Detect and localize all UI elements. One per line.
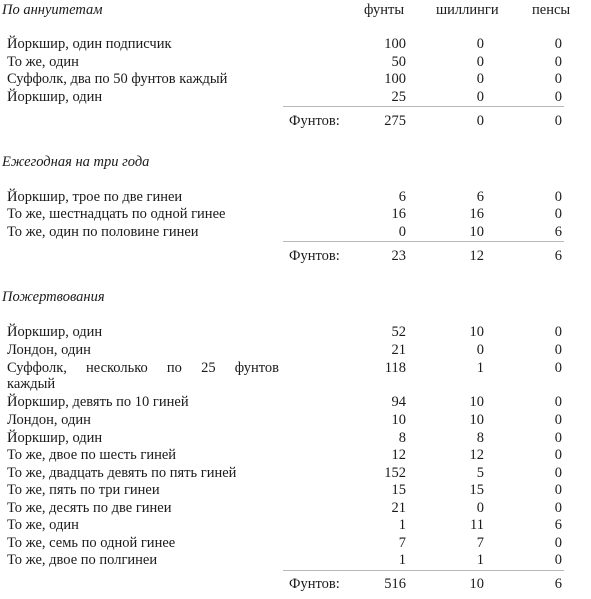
total-pence: 0: [554, 113, 562, 129]
row-pounds: 8: [398, 430, 406, 446]
row-pence: 0: [554, 552, 562, 568]
table-row: [0, 517, 591, 534]
row-shillings: 0: [476, 71, 484, 87]
section-title-donations: Пожертвования: [2, 289, 105, 305]
row-pence: 0: [554, 342, 562, 358]
row-label: То же, десять по две гинеи: [7, 500, 172, 516]
row-shillings: 0: [476, 54, 484, 70]
row-pence: 0: [554, 465, 562, 481]
row-shillings: 0: [476, 89, 484, 105]
row-label: То же, двое по шесть гиней: [7, 447, 177, 463]
row-shillings: 10: [469, 324, 484, 340]
row-shillings: 7: [476, 535, 484, 551]
row-shillings: 0: [476, 36, 484, 52]
table-row: [0, 206, 591, 223]
row-pounds: 25: [391, 89, 406, 105]
row-label: То же, один: [7, 517, 79, 533]
section-title-annual: Ежегодная на три года: [2, 154, 150, 170]
row-pence: 6: [554, 224, 562, 240]
row-pence: 0: [554, 54, 562, 70]
row-label: Суффолк, два по 50 фунтов каждый: [7, 71, 228, 87]
total-label: Фунтов:: [289, 248, 340, 264]
row-pence: 0: [554, 71, 562, 87]
row-pence: 0: [554, 360, 562, 376]
row-label-line1: Суффолк, несколько по 25 фунтов: [7, 360, 279, 376]
row-label: Лондон, один: [7, 342, 91, 358]
table-row: [0, 71, 591, 88]
table-row: [0, 552, 591, 569]
row-label: То же, шестнадцать по одной гинее: [7, 206, 226, 222]
table-row: [0, 360, 591, 394]
row-shillings: 1: [476, 552, 484, 568]
row-label: То же, семь по одной гинее: [7, 535, 176, 551]
row-pence: 0: [554, 447, 562, 463]
total-row: [0, 113, 591, 130]
table-row: [0, 342, 591, 359]
row-label: То же, пять по три гинеи: [7, 482, 160, 498]
row-pounds: 16: [391, 206, 406, 222]
table-row: [0, 447, 591, 464]
total-divider: [283, 241, 564, 242]
row-label: То же, двадцать девять по пять гиней: [7, 465, 237, 481]
row-label: Йоркшир, трое по две гинеи: [7, 189, 183, 205]
row-shillings: 0: [476, 500, 484, 516]
total-pounds: 516: [384, 576, 406, 592]
row-pence: 0: [554, 412, 562, 428]
row-shillings: 10: [469, 412, 484, 428]
table-row: [0, 430, 591, 447]
total-row: [0, 576, 591, 593]
row-label: Йоркшир, один: [7, 430, 103, 446]
row-pence: 0: [554, 430, 562, 446]
total-divider: [283, 106, 564, 107]
row-pence: 0: [554, 482, 562, 498]
row-pounds: 94: [391, 394, 406, 410]
total-shillings: 10: [469, 576, 484, 592]
row-label-line2: каждый: [7, 376, 56, 392]
total-pence: 6: [554, 576, 562, 592]
row-pence: 0: [554, 500, 562, 516]
row-pence: 0: [554, 89, 562, 105]
row-shillings: 10: [469, 394, 484, 410]
column-header-pounds: фунты: [364, 2, 405, 18]
row-pounds: 21: [391, 342, 406, 358]
row-shillings: 5: [476, 465, 484, 481]
row-shillings: 12: [469, 447, 484, 463]
row-label: Йоркшир, один: [7, 324, 103, 340]
row-shillings: 6: [476, 189, 484, 205]
column-header-pence: пенсы: [532, 2, 571, 18]
row-pounds: 100: [384, 71, 406, 87]
table-row: [0, 36, 591, 53]
row-pounds: 52: [391, 324, 406, 340]
total-shillings: 0: [476, 113, 484, 129]
row-shillings: 11: [470, 517, 484, 533]
row-shillings: 16: [469, 206, 484, 222]
total-pence: 6: [554, 248, 562, 264]
row-label: То же, двое по полгинеи: [7, 552, 158, 568]
row-label: То же, один по половине гинеи: [7, 224, 199, 240]
row-label: То же, один: [7, 54, 79, 70]
row-shillings: 0: [476, 342, 484, 358]
total-pounds: 23: [391, 248, 406, 264]
row-pence: 0: [554, 394, 562, 410]
table-row: [0, 535, 591, 552]
row-pounds: 152: [384, 465, 406, 481]
table-row: [0, 500, 591, 517]
total-label: Фунтов:: [289, 113, 340, 129]
table-row: [0, 224, 591, 241]
section-title-annuities: По аннуитетам: [2, 2, 103, 18]
row-shillings: 10: [469, 224, 484, 240]
table-row: [0, 412, 591, 429]
row-label: Йоркшир, девять по 10 гиней: [7, 394, 189, 410]
row-pounds: 100: [384, 36, 406, 52]
total-divider: [283, 570, 564, 571]
row-label: Йоркшир, один подписчик: [7, 36, 172, 52]
total-shillings: 12: [469, 248, 484, 264]
table-row: [0, 482, 591, 499]
row-pounds: 6: [398, 189, 406, 205]
row-pence: 0: [554, 535, 562, 551]
total-row: [0, 248, 591, 265]
row-shillings: 1: [476, 360, 484, 376]
table-row: [0, 394, 591, 411]
row-pounds: 7: [398, 535, 406, 551]
row-pounds: 21: [391, 500, 406, 516]
table-row: [0, 324, 591, 341]
table-row: [0, 465, 591, 482]
row-pounds: 1: [398, 552, 406, 568]
row-label: [7, 360, 279, 392]
row-pence: 0: [554, 206, 562, 222]
row-pence: 0: [554, 324, 562, 340]
row-pounds: 10: [391, 412, 406, 428]
row-pounds: 0: [398, 224, 406, 240]
row-shillings: 8: [476, 430, 484, 446]
row-pounds: 50: [391, 54, 406, 70]
row-label: Лондон, один: [7, 412, 91, 428]
row-pence: 0: [554, 189, 562, 205]
column-header-shillings: шиллинги: [436, 2, 499, 18]
row-pounds: 15: [391, 482, 406, 498]
row-shillings: 15: [469, 482, 484, 498]
row-pence: 6: [554, 517, 562, 533]
total-label: Фунтов:: [289, 576, 340, 592]
row-pounds: 1: [398, 517, 406, 533]
table-row: [0, 89, 591, 106]
table-row: [0, 54, 591, 71]
row-pence: 0: [554, 36, 562, 52]
table-row: [0, 189, 591, 206]
row-label: Йоркшир, один: [7, 89, 103, 105]
row-pounds: 12: [391, 447, 406, 463]
row-pounds: 118: [384, 360, 406, 376]
total-pounds: 275: [384, 113, 406, 129]
